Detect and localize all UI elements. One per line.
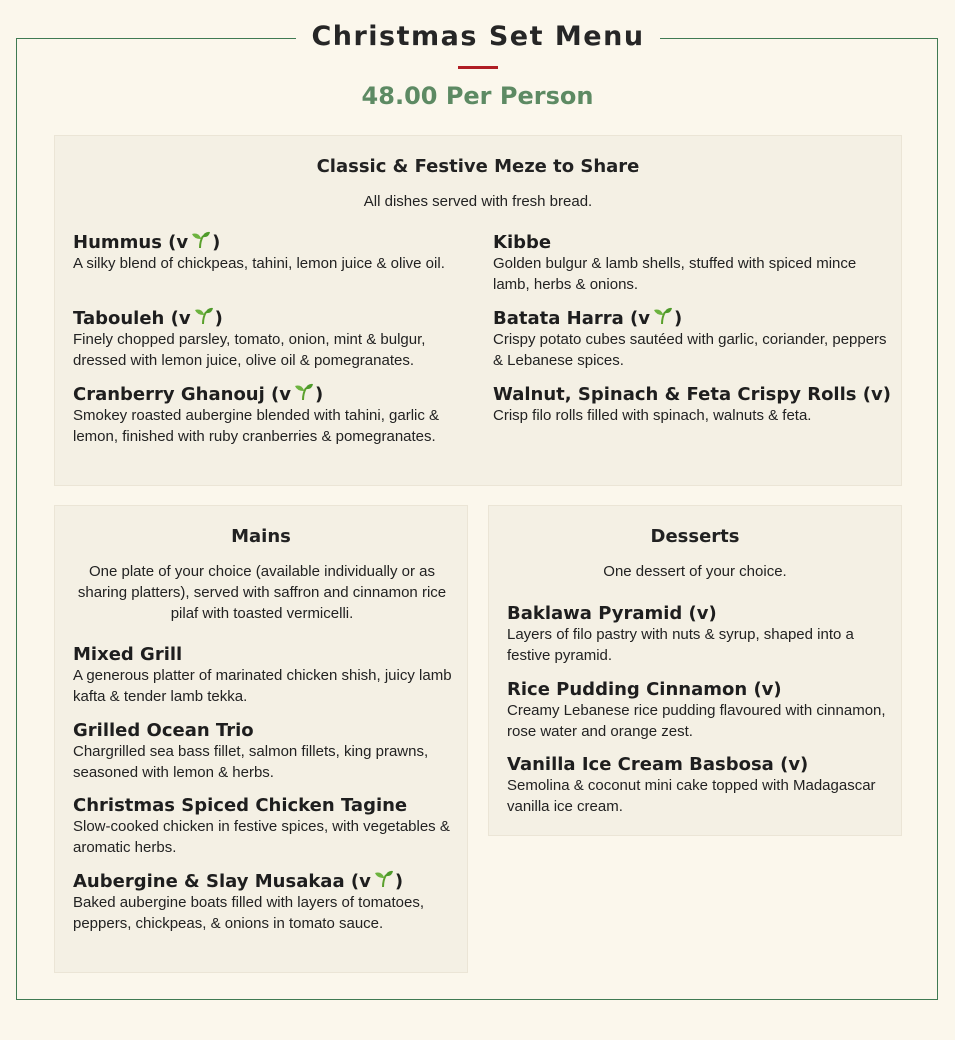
menu-item	[73, 383, 459, 447]
menu-item	[493, 231, 887, 295]
item-description: Semolina & coconut mini cake topped with Madagascar vanilla ice cream.	[507, 777, 876, 815]
desserts-subtitle: One dessert of your choice.	[603, 563, 787, 580]
mains-subtitle: One plate of your choice (available individually or as sharing platters), served with saffron and cinnamon rice pilaf with toasted vermicelli.	[77, 563, 447, 622]
leaf-icon	[294, 383, 314, 401]
item-name: Aubergine & Slay Musakaa (v )	[73, 871, 404, 892]
menu-item	[507, 602, 889, 666]
meze-section	[54, 135, 902, 486]
item-name: Rice Pudding Cinnamon (v)	[507, 679, 782, 700]
item-description: Creamy Lebanese rice pudding flavoured with cinnamon, rose water and orange zest.	[507, 702, 886, 740]
item-name: Grilled Ocean Trio	[73, 720, 254, 741]
meze-subtitle: All dishes served with fresh bread.	[363, 193, 593, 210]
item-name: Cranberry Ghanouj (v )	[73, 384, 324, 405]
item-description: Crisp filo rolls filled with spinach, walnuts & feta.	[493, 407, 812, 424]
item-name: Batata Harra (v )	[493, 308, 683, 329]
menu-item	[507, 678, 889, 742]
menu-item	[73, 719, 453, 783]
menu-item	[507, 753, 889, 817]
item-name: Walnut, Spinach & Feta Crispy Rolls (v)	[493, 384, 891, 405]
item-name: Baklawa Pyramid (v)	[507, 603, 717, 624]
mains-title: Mains	[231, 526, 291, 547]
item-name: Tabouleh (v )	[73, 308, 223, 329]
item-name: Mixed Grill	[73, 644, 183, 665]
item-description: A silky blend of chickpeas, tahini, lemon juice & olive oil.	[73, 255, 445, 272]
item-description: Chargrilled sea bass fillet, salmon fillets, king prawns, seasoned with lemon & herbs.	[73, 743, 429, 781]
menu-item	[73, 870, 453, 934]
leaf-icon	[191, 231, 211, 249]
menu-title: Christmas Set Menu	[311, 21, 645, 52]
mains-section	[54, 505, 468, 973]
item-description: Smokey roasted aubergine blended with tahini, garlic & lemon, finished with ruby cranberries & pomegranates.	[73, 407, 440, 445]
item-description: Baked aubergine boats filled with layers of tomatoes, peppers, chickpeas, & onions in tomato sauce.	[73, 894, 425, 932]
item-description: Golden bulgur & lamb shells, stuffed with spiced mince lamb, herbs & onions.	[493, 255, 857, 293]
item-name: Hummus (v )	[73, 232, 221, 253]
leaf-icon	[374, 870, 394, 888]
item-name: Christmas Spiced Chicken Tagine	[73, 795, 408, 816]
item-description: A generous platter of marinated chicken shish, juicy lamb kafta & tender lamb tekka.	[73, 667, 452, 705]
item-name: Vanilla Ice Cream Basbosa (v)	[507, 754, 809, 775]
desserts-section	[488, 505, 902, 836]
title-wrap	[296, 18, 660, 58]
desserts-title: Desserts	[650, 526, 740, 547]
menu-item	[73, 794, 453, 858]
menu-item	[493, 383, 891, 426]
item-description: Finely chopped parsley, tomato, onion, mint & bulgur, dressed with lemon juice, olive oil & pomegranates.	[73, 331, 426, 369]
item-description: Crispy potato cubes sautéed with garlic, coriander, peppers & Lebanese spices.	[493, 331, 887, 369]
menu-item	[73, 643, 453, 707]
leaf-icon	[194, 307, 214, 325]
meze-title: Classic & Festive Meze to Share	[316, 156, 640, 177]
title-divider	[458, 66, 498, 69]
item-description: Slow-cooked chicken in festive spices, with vegetables & aromatic herbs.	[73, 818, 450, 856]
price-label: 48.00 Per Person	[361, 82, 594, 110]
menu-item	[73, 231, 455, 274]
menu-item	[493, 307, 887, 371]
item-name: Kibbe	[493, 232, 552, 253]
item-description: Layers of filo pastry with nuts & syrup, shaped into a festive pyramid.	[507, 626, 854, 664]
menu-item	[73, 307, 463, 371]
leaf-icon	[653, 307, 673, 325]
